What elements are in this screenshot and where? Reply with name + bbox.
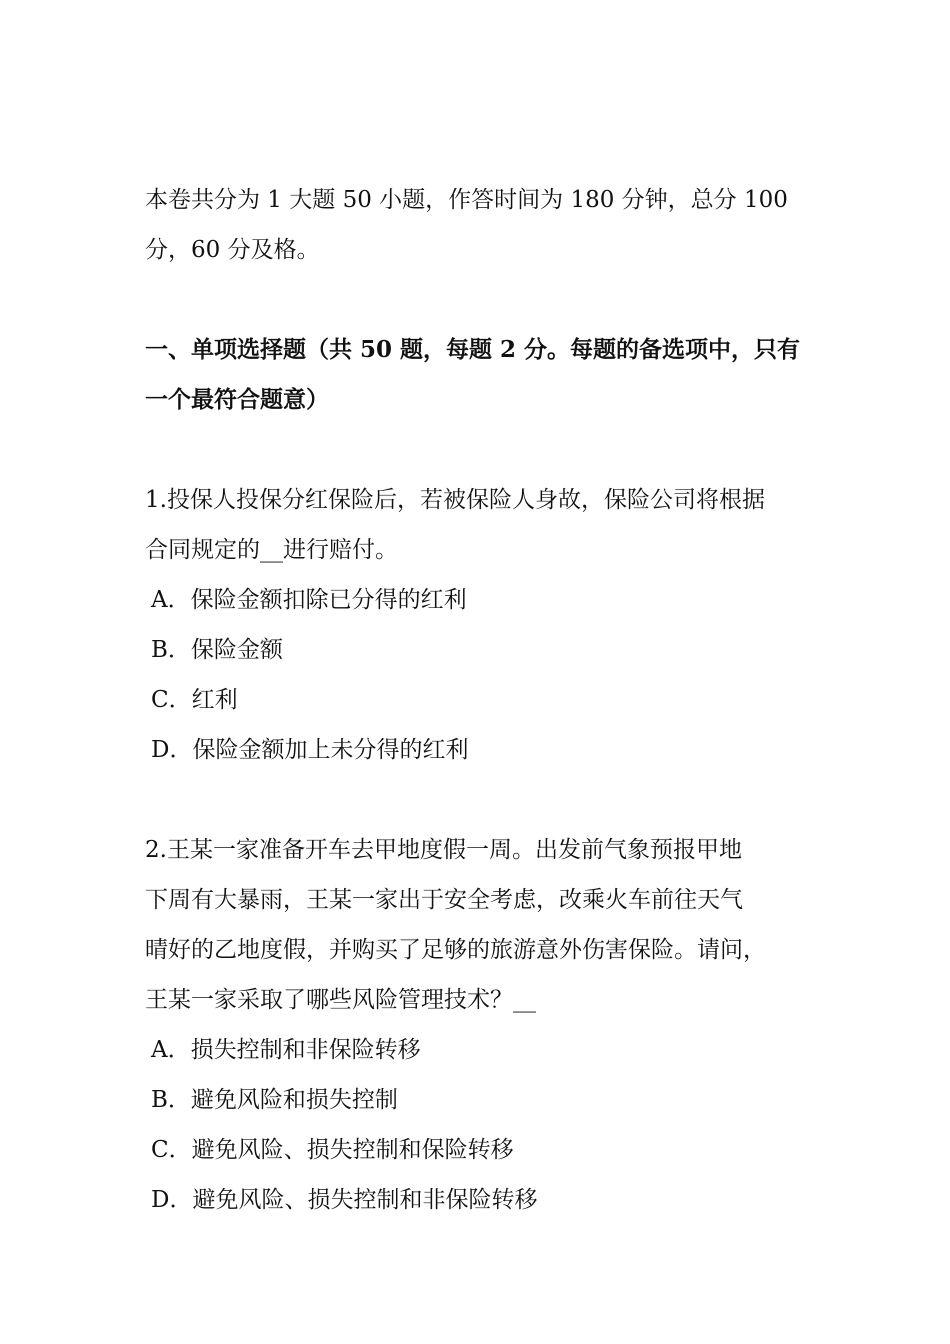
option-a: A．保险金额扣除已分得的红利 (151, 587, 467, 613)
document-body (145, 175, 810, 1275)
option-c: C．红利 (151, 687, 238, 713)
question-stem-line: 下周有大暴雨，王某一家出于安全考虑，改乘火车前往天气 (145, 887, 743, 913)
question-stem-line: 合同规定的__进行赔付。 (145, 537, 398, 563)
question-stem-line: 1.投保人投保分红保险后，若被保险人身故，保险公司将根据 (145, 487, 765, 513)
option-b: B．避免风险和损失控制 (151, 1087, 398, 1113)
question-2 (145, 825, 810, 1225)
option-a: A．损失控制和非保险转移 (151, 1037, 421, 1063)
question-1 (145, 475, 810, 775)
intro-line: 分，60 分及格。 (145, 237, 320, 263)
question-stem-line: 晴好的乙地度假，并购买了足够的旅游意外伤害保险。请问， (145, 937, 766, 963)
section-heading-line: 一、单项选择题（共 50 题，每题 2 分。每题的备选项中，只有 (145, 336, 801, 363)
question-stem-line: 2.王某一家准备开车去甲地度假一周。出发前气象预报甲地 (145, 837, 742, 863)
section-heading-line: 一个最符合题意） (145, 386, 329, 413)
option-b: B．保险金额 (151, 637, 283, 663)
exam-intro (145, 175, 810, 275)
intro-line: 本卷共分为 1 大题 50 小题，作答时间为 180 分钟，总分 100 (145, 187, 788, 213)
option-d: D．避免风险、损失控制和非保险转移 (151, 1187, 538, 1213)
question-stem-line: 王某一家采取了哪些风险管理技术？__ (145, 987, 536, 1013)
option-d: D．保险金额加上未分得的红利 (151, 737, 469, 763)
option-c: C．避免风险、损失控制和保险转移 (151, 1137, 514, 1163)
section-heading (145, 325, 810, 425)
